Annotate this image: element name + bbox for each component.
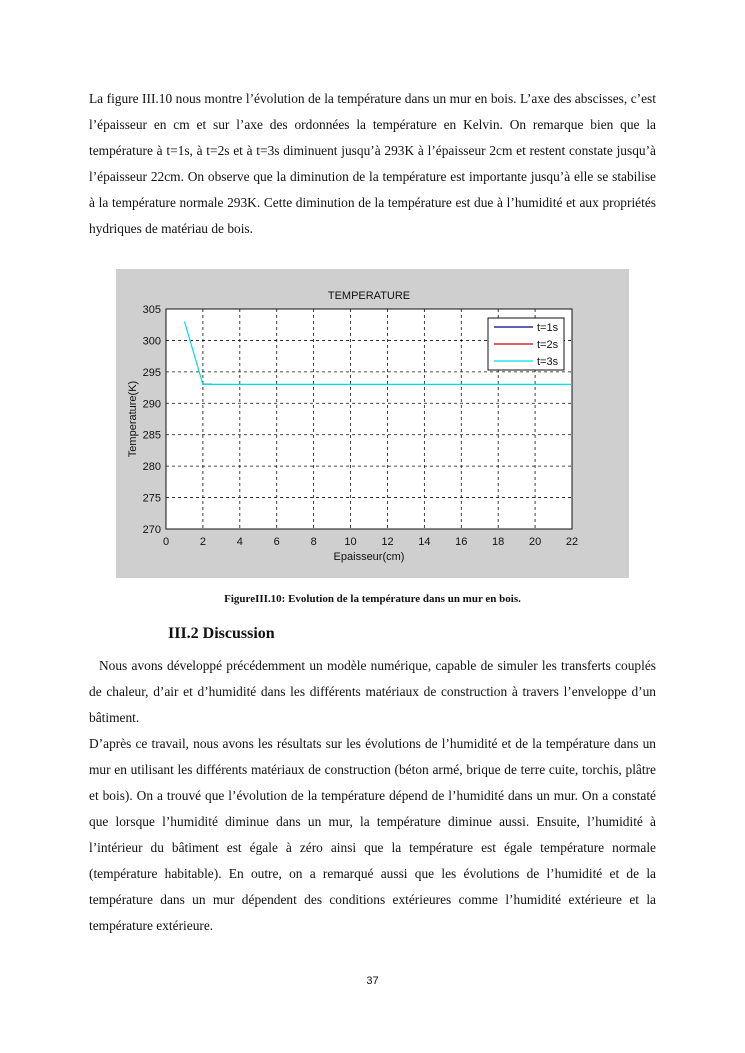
discussion-paragraph-1: Nous avons développé précédemment un modèle numérique, capable de simuler les transferts couplés de chaleur, d’air et d’humidité dans les différents matériaux de construction à travers l’enveloppe d’un bâtiment.	[89, 658, 656, 725]
section-heading: III.2 Discussion	[168, 625, 275, 642]
y-tick-label: 305	[142, 304, 161, 316]
y-axis-label: Temperature(K)	[127, 380, 139, 458]
temperature-chart	[116, 269, 629, 578]
discussion-paragraph-2: D’après ce travail, nous avons les résultats sur les évolutions de l’humidité et de la température dans un mur en utilisant les différents matériaux de construction (béton armé, brique de terre cuite, torchis, plâtre et bois). On a trouvé que l’évolution de la température dépend de l’humidité dans un mur. On a constaté que lorsque l’humidité diminue dans un mur, la température diminue aussi. Ensuite, l’humidité à l’intérieur du bâtiment est égale à zéro ainsi que la température est égale température normale (température habitable). En outre, on a remarqué aussi que les évolutions de l’humidité et de la température dans un mur dépendent des conditions extérieures comme l’humidité extérieure et la température extérieure.	[89, 736, 656, 933]
x-tick-label: 16	[455, 536, 468, 548]
x-tick-label: 4	[236, 536, 243, 548]
x-tick-label: 2	[199, 536, 206, 548]
y-tick-label: 290	[142, 398, 161, 411]
x-tick-label: 22	[565, 536, 579, 548]
x-tick-label: 0	[162, 536, 170, 548]
temperature-figure	[116, 269, 629, 578]
x-axis-label: Epaisseur(cm)	[333, 551, 405, 563]
y-tick-label: 275	[142, 492, 161, 505]
legend-label-t=3s: t=3s	[537, 356, 559, 368]
x-tick-label: 10	[344, 536, 357, 548]
x-tick-label: 18	[492, 536, 505, 548]
x-tick-label: 12	[381, 536, 394, 548]
y-tick-label: 270	[142, 524, 161, 536]
figure-caption: FigureIII.10: Evolution de la température dans un mur en bois.	[224, 593, 521, 605]
y-tick-label: 285	[142, 429, 161, 442]
x-tick-label: 6	[273, 536, 280, 548]
y-tick-label: 280	[142, 461, 161, 474]
x-tick-label: 8	[310, 536, 317, 548]
chart-legend	[488, 318, 564, 370]
x-tick-label: 20	[528, 536, 542, 548]
y-tick-label: 300	[142, 335, 161, 348]
y-tick-label: 295	[142, 366, 161, 379]
page-number: 37	[366, 975, 379, 987]
intro-paragraph: La figure III.10 nous montre l’évolution de la température dans un mur en bois. L’axe des abscisses, c’est l’épaisseur en cm et sur l’axe des ordonnées la température en Kelvin. On remarque bien que la température à t=1s, à t=2s et à t=3s diminuent jusqu’à 293K à l’épaisseur 2cm et restent constate jusqu’à l’épaisseur 22cm. On observe que la diminution de la température est importante jusqu’à elle se stabilise à la température normale 293K. Cette diminution de la température est due à l’humidité et aux propriétés hydriques de matériau de bois.	[89, 91, 656, 236]
chart-title: TEMPERATURE	[327, 290, 411, 302]
legend-label-t=2s: t=2s	[537, 339, 559, 351]
legend-label-t=1s: t=1s	[537, 322, 559, 334]
x-tick-label: 14	[418, 536, 431, 548]
